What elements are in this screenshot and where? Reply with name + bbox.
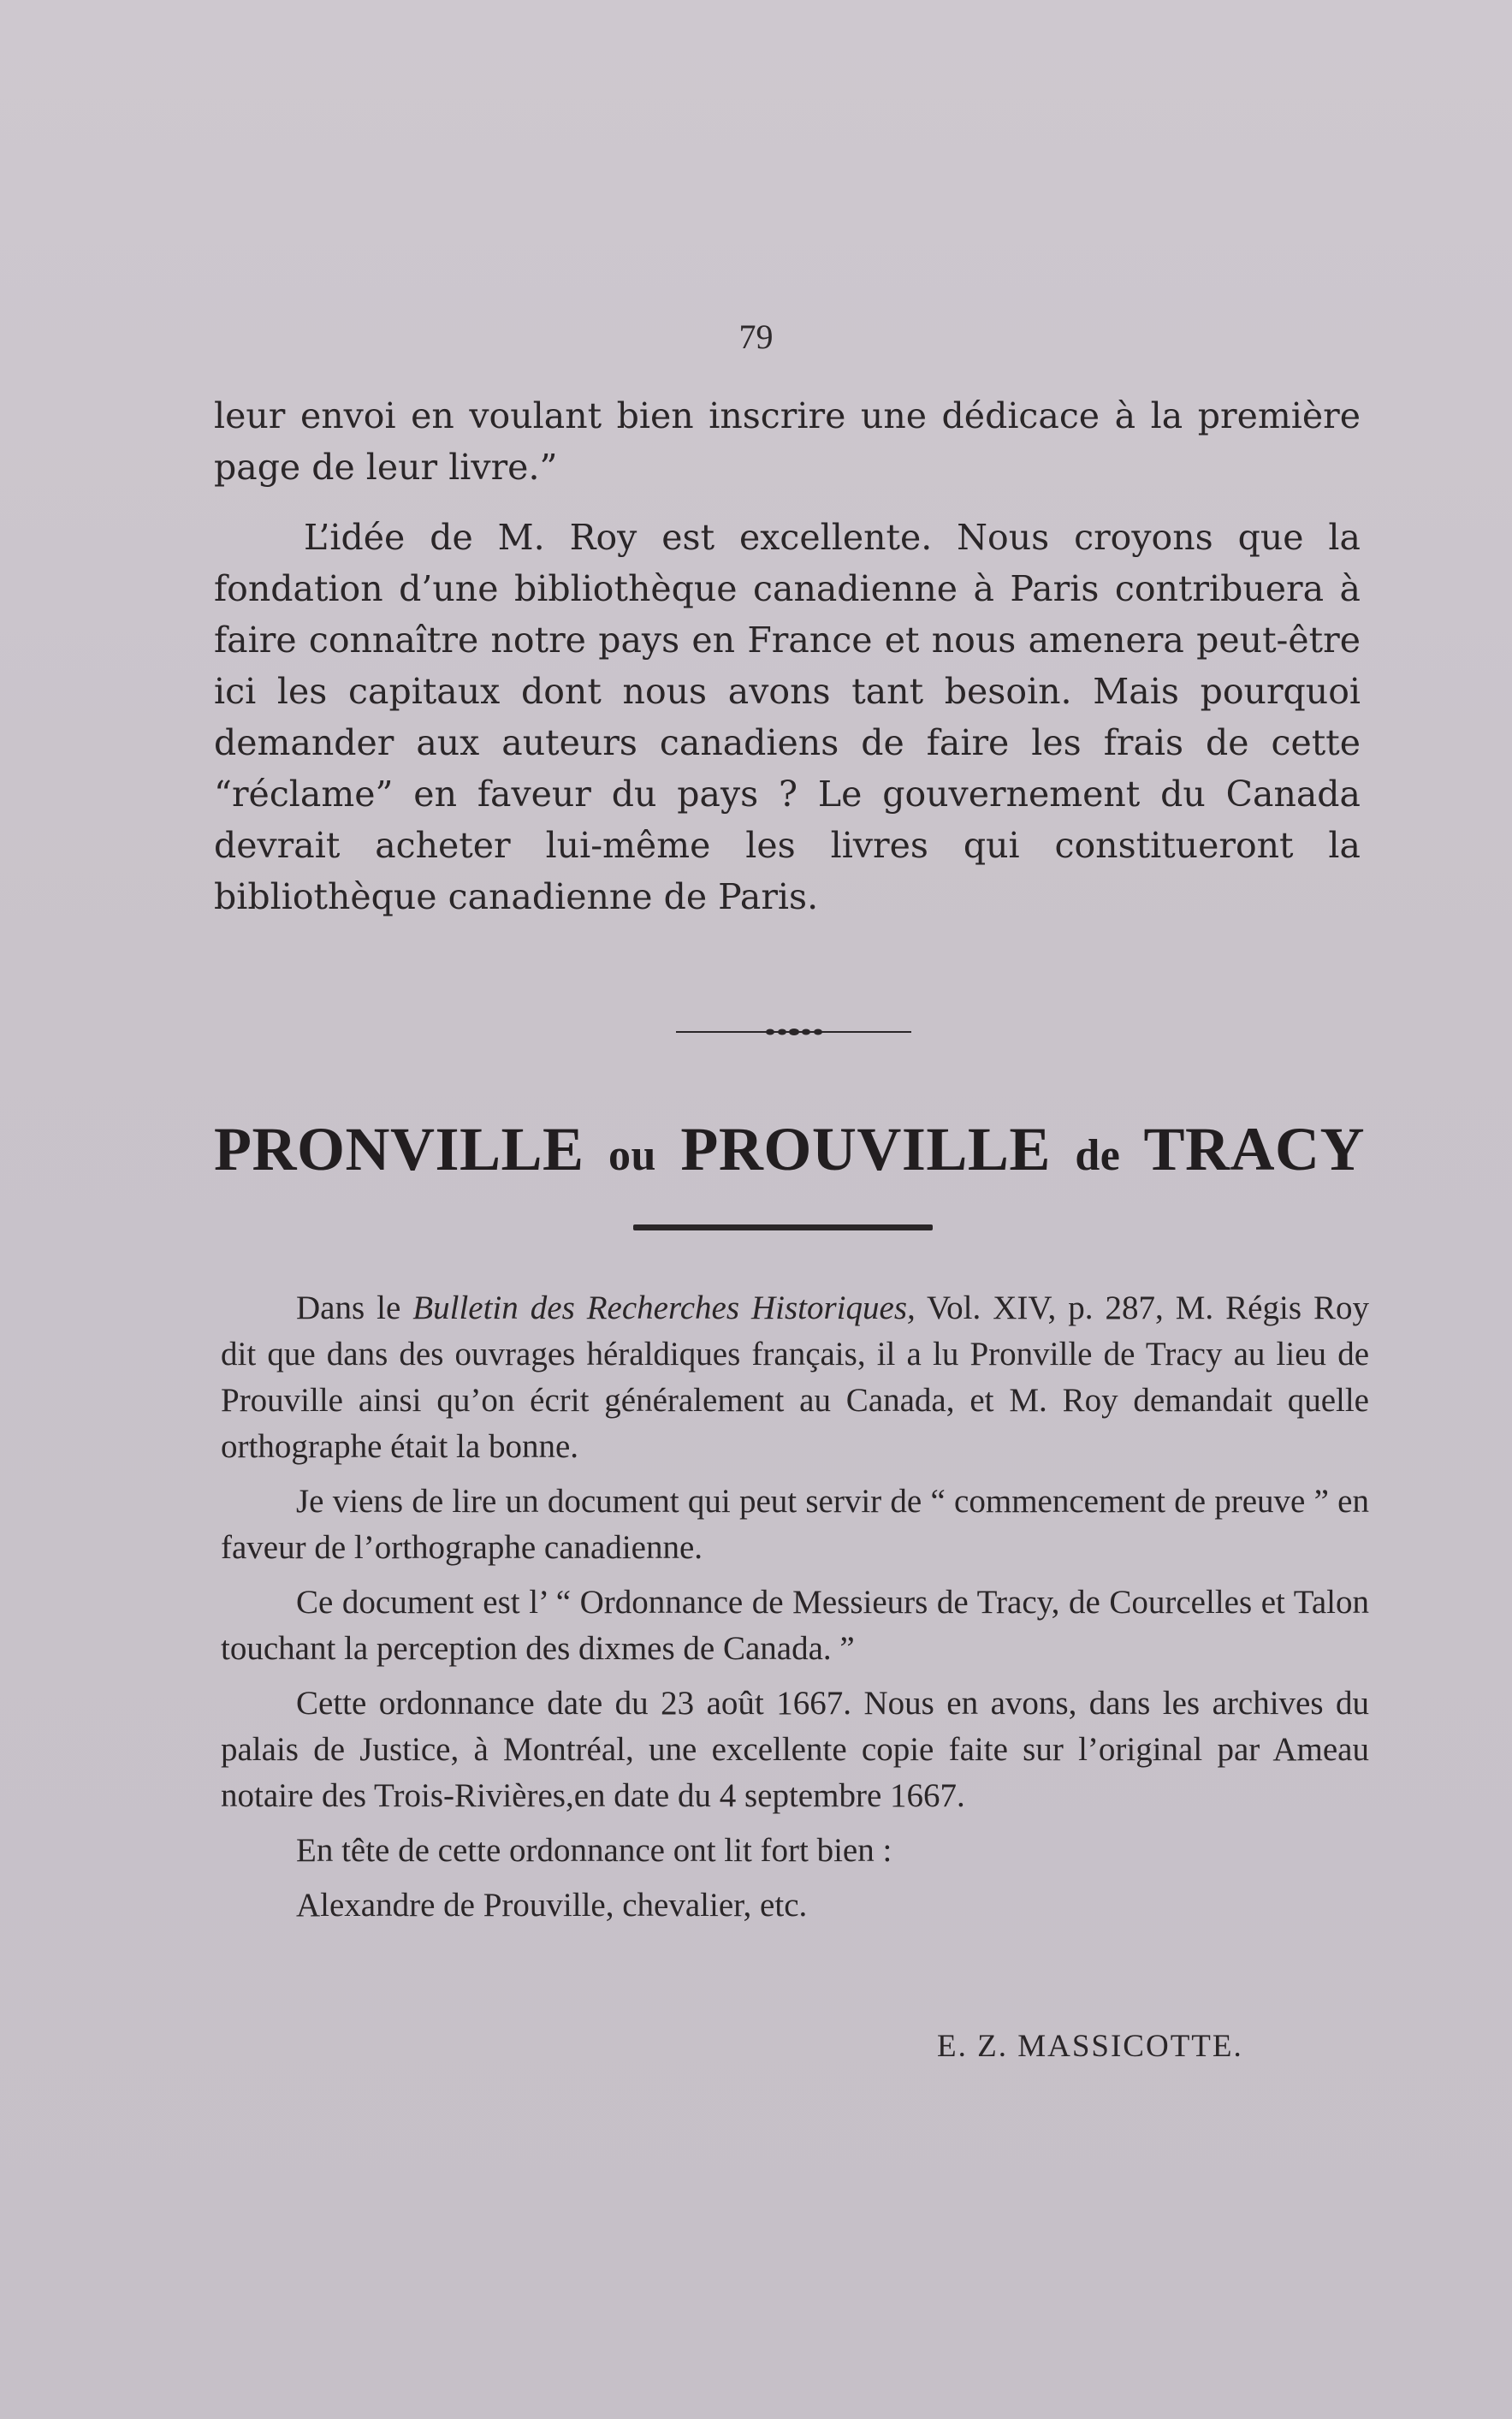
article-title — [214, 1114, 1365, 1185]
continuation-text — [214, 390, 1361, 922]
page-number: 79 — [738, 317, 774, 356]
continuation-paragraph-2: L’idée de M. Roy est excellente. Nous croyons que la fondation d’une bibliothèque canadienne à Paris contribuera à faire connaître notre pays en France et nous amenera peut-être ici les capitaux dont nous avons tant besoin. Mais pourquoi demander aux auteurs canadiens de faire les frais de cette “réclame” en faveur du pays ? Le gouvernement du Canada devrait acheter lui-même les livres qui constitueront la bibliothèque canadienne de Paris. — [214, 517, 1361, 917]
bulletin-title-italic: Bulletin des Recherches Historiques, — [412, 1290, 916, 1326]
title-underline-rule — [633, 1224, 933, 1230]
title-word-prouville: PROUVILLE — [680, 1115, 1051, 1183]
title-word-pronville: PRONVILLE — [214, 1115, 584, 1183]
title-word-ou: ou — [608, 1131, 656, 1180]
paragraph-1-rest: Vol. XIV, p. 287, M. Régis Roy dit que dans des ouvrages héraldiques français, il a lu Pronville de Tracy au lieu de Prouville ainsi qu’on écrit généralement au Canada, et M. Roy demandait quelle orthographe était la bonne. — [221, 1290, 1369, 1465]
article-paragraph-4: Cette ordonnance date du 23 août 1667. Nous en avons, dans les archives du palais de Justice, à Montréal, une excellente copie faite sur l’original par Ameau notaire des Trois-Rivières,en date du 4 septembre 1667. — [221, 1685, 1369, 1814]
paragraph-1-prefix: Dans le — [296, 1290, 401, 1326]
article-paragraph-6: Alexandre de Prouville, chevalier, etc. — [296, 1887, 808, 1924]
author-signature: E. Z. MASSICOTTE. — [937, 2029, 1243, 2064]
article-paragraph-1 — [221, 1285, 1369, 1470]
article-paragraph-3: Ce document est l’ “ Ordonnance de Messieurs de Tracy, de Courcelles et Talon touchant la perception des dixmes de Canada. ” — [221, 1584, 1369, 1667]
title-word-tracy: TRACY — [1143, 1115, 1366, 1183]
continuation-paragraph-1: leur envoi en voulant bien inscrire une dédicace à la première page de leur livre.” — [214, 395, 1361, 488]
article-paragraph-2: Je viens de lire un document qui peut servir de “ commencement de preuve ” en faveur de l’orthographe canadienne. — [221, 1483, 1369, 1566]
article-paragraph-5: En tête de cette ordonnance ont lit fort bien : — [296, 1832, 892, 1869]
section-divider-ornament — [676, 1023, 911, 1041]
article-body — [221, 1285, 1369, 1937]
title-word-de: de — [1075, 1131, 1121, 1180]
